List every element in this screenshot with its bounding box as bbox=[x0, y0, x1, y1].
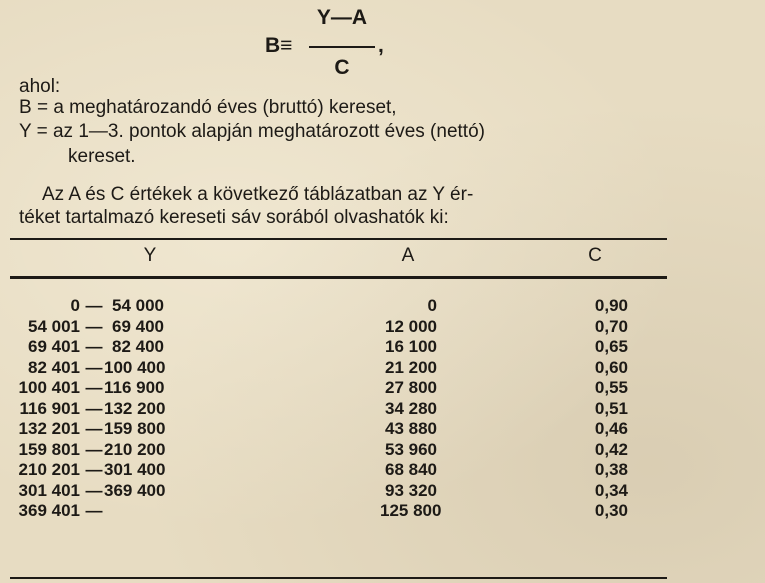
range-dash: — bbox=[85, 316, 103, 336]
definition-b: B = a meghatározandó éves (bruttó) kereset, bbox=[19, 97, 397, 118]
cell-a: 125 800 bbox=[380, 501, 442, 520]
table-row bbox=[0, 317, 765, 338]
cell-y-from: 54 001 bbox=[28, 316, 80, 336]
table-row bbox=[0, 358, 765, 379]
column-header-a: A bbox=[401, 245, 415, 266]
cell-c: 0,34 bbox=[594, 480, 628, 500]
column-header-y: Y bbox=[143, 245, 157, 266]
cell-y-from: 0 bbox=[70, 296, 80, 315]
table-row bbox=[0, 460, 765, 481]
formula-numerator: Y—A bbox=[316, 6, 368, 29]
cell-a: 16 100 bbox=[385, 337, 437, 356]
cell-y-from: 132 201 bbox=[18, 419, 80, 438]
cell-a: 43 880 bbox=[385, 419, 437, 438]
range-dash: — bbox=[85, 296, 103, 315]
formula bbox=[265, 4, 405, 79]
paragraph-line-2: téket tartalmazó kereseti sáv sorából olvashatók ki: bbox=[19, 207, 449, 228]
formula-denominator: C bbox=[334, 56, 350, 79]
table-bottom-rule bbox=[10, 577, 667, 579]
cell-y-from: 210 201 bbox=[18, 460, 80, 479]
cell-c: 0,42 bbox=[594, 439, 628, 459]
range-dash: — bbox=[85, 480, 103, 500]
definitions-intro: ahol: bbox=[19, 76, 61, 97]
cell-c: 0,70 bbox=[594, 316, 628, 336]
cell-y-to: 159 800 bbox=[104, 419, 166, 438]
table-row bbox=[0, 440, 765, 461]
definition-y-continued: kereset. bbox=[68, 146, 136, 167]
cell-y-to: 132 200 bbox=[104, 398, 166, 418]
cell-y-from: 100 401 bbox=[18, 378, 80, 397]
cell-c: 0,51 bbox=[594, 398, 628, 418]
range-dash: — bbox=[85, 357, 103, 377]
cell-a: 21 200 bbox=[385, 357, 437, 377]
table-row bbox=[0, 481, 765, 502]
definition-y: Y = az 1—3. pontok alapján meghatározott éves (nettó) bbox=[19, 121, 485, 142]
cell-c: 0,60 bbox=[594, 357, 628, 377]
range-dash: — bbox=[85, 439, 103, 459]
table-row bbox=[0, 419, 765, 440]
fraction-bar bbox=[309, 46, 375, 48]
cell-y-to: 82 400 bbox=[112, 337, 164, 356]
cell-a: 34 280 bbox=[385, 398, 437, 418]
table-top-rule bbox=[10, 238, 667, 240]
column-header-c: C bbox=[588, 245, 602, 266]
range-dash: — bbox=[85, 378, 103, 397]
table-header-rule bbox=[10, 276, 667, 279]
cell-y-to: 116 900 bbox=[104, 378, 165, 397]
formula-comma: , bbox=[378, 34, 384, 57]
table-row bbox=[0, 337, 765, 358]
cell-y-from: 301 401 bbox=[18, 480, 80, 500]
cell-y-from: 82 401 bbox=[28, 357, 80, 377]
cell-a: 0 bbox=[427, 296, 437, 315]
cell-a: 53 960 bbox=[385, 439, 437, 459]
paragraph-line-1: Az A és C értékek a következő táblázatban az Y ér- bbox=[42, 184, 474, 205]
cell-y-to: 301 400 bbox=[104, 460, 166, 479]
formula-lhs-symbol: B bbox=[265, 34, 281, 57]
cell-y-from: 369 401 bbox=[18, 501, 80, 520]
cell-y-from: 116 901 bbox=[19, 398, 80, 418]
cell-c: 0,38 bbox=[594, 460, 628, 479]
range-dash: — bbox=[85, 460, 103, 479]
range-dash: — bbox=[85, 501, 103, 520]
range-dash: — bbox=[85, 337, 103, 356]
table-body bbox=[0, 296, 765, 522]
cell-c: 0,65 bbox=[594, 337, 628, 356]
cell-c: 0,46 bbox=[594, 419, 628, 438]
cell-c: 0,30 bbox=[594, 501, 628, 520]
table-row bbox=[0, 296, 765, 317]
cell-a: 12 000 bbox=[385, 316, 437, 336]
cell-y-from: 159 801 bbox=[18, 439, 80, 459]
cell-y-from: 69 401 bbox=[28, 337, 80, 356]
cell-c: 0,55 bbox=[594, 378, 628, 397]
table-row bbox=[0, 378, 765, 399]
table-row bbox=[0, 501, 765, 522]
formula-lhs bbox=[265, 34, 292, 58]
cell-y-to: 369 400 bbox=[104, 480, 166, 500]
formula-equiv-sign: ≡ bbox=[280, 34, 293, 57]
range-dash: — bbox=[85, 419, 103, 438]
cell-y-to: 69 400 bbox=[112, 316, 164, 336]
range-dash: — bbox=[85, 398, 103, 418]
cell-a: 68 840 bbox=[385, 460, 437, 479]
cell-c: 0,90 bbox=[594, 296, 628, 315]
cell-y-to: 210 200 bbox=[104, 439, 166, 459]
cell-a: 27 800 bbox=[385, 378, 437, 397]
table-row bbox=[0, 399, 765, 420]
cell-y-to: 100 400 bbox=[104, 357, 166, 377]
cell-a: 93 320 bbox=[385, 480, 437, 500]
cell-y-to: 54 000 bbox=[112, 296, 164, 315]
